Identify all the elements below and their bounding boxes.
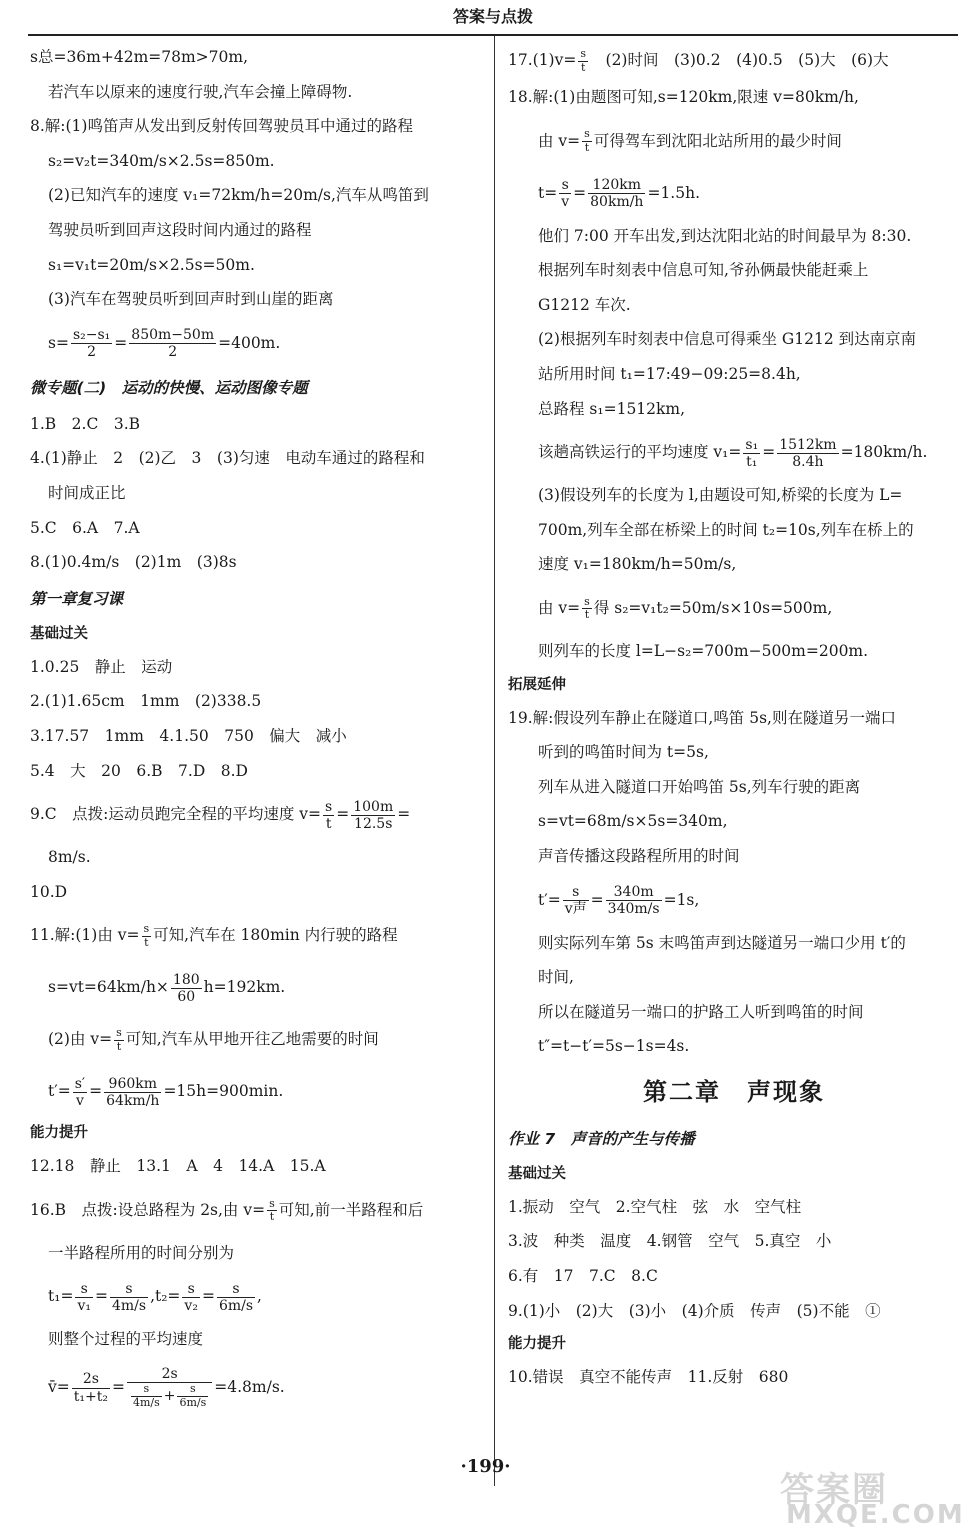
text-line: 10.错误 真空不能传声 11.反射 680 — [508, 1368, 789, 1387]
text-line: 驾驶员听到回声这段时间内通过的路程 — [48, 220, 312, 239]
text-line: 4.(1)静止 2 (2)乙 3 (3)匀速 电动车通过的路程和 — [30, 449, 425, 468]
right-column — [508, 40, 960, 1395]
watermark-text: 答案圈 — [780, 1470, 888, 1510]
text-line: 12.18 静止 13.1 A 4 14.A 15.A — [30, 1157, 326, 1176]
text-line: 则实际列车第 5s 末鸣笛声到达隧道另一端口少用 t′的 — [538, 933, 906, 952]
formula-line: 16.B 点拨:设总路程为 2s,由 v= $\frac{s}{t}$ 可知,前一半路程和后 — [30, 1196, 424, 1224]
text-line: 1.0.25 静止 运动 — [30, 657, 173, 676]
text-line: s₂=v₂t=340m/s×2.5s=850m. — [48, 151, 275, 170]
formula-line: t= $\frac{s}{v}$ = $\frac{120km}{80km/h}$ =1.5h. — [538, 177, 701, 211]
text-line: 若汽车以原来的速度行驶,汽车会撞上障碍物. — [48, 82, 353, 101]
text-line: 700m,列车全部在桥梁上的时间 t₂=10s,列车在桥上的 — [538, 520, 914, 539]
section-title: 作业 7 声音的产生与传播 — [508, 1129, 695, 1148]
text-line: s₁=v₁t=20m/s×2.5s=50m. — [48, 255, 255, 274]
text-line: 听到的鸣笛时间为 t=5s, — [538, 743, 709, 762]
formula-line: t₁= $\frac{s}{\text{v₁}}$ = $\frac{s}{4m/s}$ ,t₂= $\frac{s}{\text{v₂}}$ = $\frac{s}{6m/s}$ , — [48, 1280, 262, 1314]
formula-line: 9.C 点拨:运动员跑完全程的平均速度 v= $\frac{s}{t}$ = $\frac{100m}{12.5s}$ = — [30, 798, 411, 832]
text-line: 1.B 2.C 3.B — [30, 414, 141, 433]
formula-line: 该趟高铁运行的平均速度 v₁= $\frac{\text{s₁}}{\text{t₁}}$ = $\frac{1512km}{8.4h}$ =180km/h. — [538, 436, 928, 470]
text-line: (3)假设列车的长度为 l,由题设可知,桥梁的长度为 L= — [538, 486, 903, 505]
text-line: 时间, — [538, 968, 574, 987]
text-line: 声音传播这段路程所用的时间 — [538, 846, 740, 865]
page-number: ·199· — [460, 1456, 511, 1477]
column-divider — [494, 36, 495, 1486]
subsection-title: 能力提升 — [30, 1125, 88, 1142]
formula-line: (2)由 v= $\frac{s}{t}$ 可知,汽车从甲地开往乙地需要的时间 — [48, 1026, 379, 1053]
text-line: 速度 v₁=180km/h=50m/s, — [538, 555, 737, 574]
formula-line: 由 v= $\frac{s}{t}$ 得 s₂=v₁t₂=50m/s×10s=500m, — [538, 594, 833, 622]
page-header: 答案与点拨 — [28, 0, 958, 36]
text-line: 6.有 17 7.C 8.C — [508, 1267, 658, 1286]
text-line: 他们 7:00 开车出发,到达沈阳北站的时间最早为 8:30. — [538, 226, 912, 245]
text-line: 18.解:(1)由题图可知,s=120km,限速 v=80km/h, — [508, 88, 859, 106]
watermark-logo — [780, 1462, 965, 1532]
text-line: t″=t−t′=5s−1s=4s. — [538, 1037, 690, 1056]
text-line: 根据列车时刻表中信息可知,爷孙俩最快能赶乘上 — [538, 261, 869, 280]
text-line: 总路程 s₁=1512km, — [538, 399, 686, 418]
text-line: 2.(1)1.65cm 1mm (2)338.5 — [30, 692, 262, 711]
text-line: s=vt=68m/s×5s=340m, — [538, 812, 728, 831]
left-column — [30, 40, 482, 1417]
text-line: 则列车的长度 l=L−s₂=700m−500m=200m. — [538, 641, 869, 660]
formula-line: 11.解:(1)由 v= $\frac{s}{t}$ 可知,汽车在 180min 内行驶的路程 — [30, 922, 398, 949]
text-line: 10.D — [30, 882, 68, 901]
text-line: 8m/s. — [48, 848, 91, 867]
section-title: 第一章复习课 — [30, 589, 124, 608]
text-line: G1212 车次. — [538, 295, 631, 314]
text-line: (2)根据列车时刻表中信息可得乘坐 G1212 到达南京南 — [538, 330, 917, 349]
formula-line: v̄= $\frac{2s}{\text{t₁+t₂}}$ = 2s $\frac{s}{4m/s}$ + $\frac{s}{6m/s}$ =4.8m/s. — [48, 1366, 285, 1410]
text-line: 站所用时间 t₁=17:49−09:25=8.4h, — [538, 364, 801, 383]
subsection-title: 能力提升 — [508, 1336, 566, 1353]
chapter-title: 第二章 声现象 — [643, 1076, 825, 1106]
subsection-title: 拓展延伸 — [508, 676, 566, 693]
text-line: 1.振动 空气 2.空气柱 弦 水 空气柱 — [508, 1197, 802, 1216]
formula-line: s=vt=64km/h× $\frac{180}{60}$ h=192km. — [48, 971, 286, 1005]
text-line: 一半路程所用的时间分别为 — [48, 1243, 235, 1262]
text-line: (3)汽车在驾驶员听到回声时到山崖的距离 — [48, 290, 334, 309]
text-line: 3.17.57 1mm 4.1.50 750 偏大 减小 — [30, 726, 347, 745]
formula-line: 17.(1)v= $\frac{s}{t}$ (2)时间 (3)0.2 (4)0.5 (5)大 (6)大 — [508, 46, 889, 74]
watermark-url: MXQE.COM — [786, 1500, 965, 1530]
text-line: 19.解:假设列车静止在隧道口,鸣笛 5s,则在隧道另一端口 — [508, 708, 896, 727]
text-line: 9.(1)小 (2)大 (3)小 (4)介质 传声 (5)不能 ① — [508, 1301, 881, 1320]
text-line: 5.4 大 20 6.B 7.D 8.D — [30, 761, 248, 780]
text-line: 5.C 6.A 7.A — [30, 518, 140, 537]
formula-line: 由 v= $\frac{s}{t}$ 可得驾车到沈阳北站所用的最少时间 — [538, 127, 842, 155]
text-line: 3.波 种类 温度 4.钢管 空气 5.真空 小 — [508, 1232, 832, 1251]
text-line: (2)已知汽车的速度 v₁=72km/h=20m/s,汽车从鸣笛到 — [48, 186, 429, 205]
formula-line: t′= $\frac{s}{\text{v声}}$ = $\frac{340m}{340m/s}$ =1s, — [538, 883, 700, 917]
section-title: 微专题(二) 运动的快慢、运动图像专题 — [30, 378, 308, 397]
text-line: 8.解:(1)鸣笛声从发出到反射传回驾驶员耳中通过的路程 — [30, 117, 413, 136]
formula-line: s= $\frac{\text{s₂−s₁}}{2}$ = $\frac{850m-50m}{2}$ =400m. — [48, 327, 281, 361]
text-line: 所以在隧道另一端口的护路工人听到鸣笛的时间 — [538, 1002, 864, 1021]
text-line: 则整个过程的平均速度 — [48, 1330, 204, 1349]
subsection-title: 基础过关 — [30, 625, 88, 642]
text-line: 列车从进入隧道口开始鸣笛 5s,列车行驶的距离 — [538, 777, 861, 796]
subsection-title: 基础过关 — [508, 1165, 566, 1182]
formula-line: t′= $\frac{s'}{v}$ = $\frac{960km}{64km/h}$ =15h=900min. — [48, 1075, 284, 1109]
text-line: 时间成正比 — [48, 483, 126, 502]
text-line: s总=36m+42m=78m>70m, — [30, 48, 249, 66]
text-line: 8.(1)0.4m/s (2)1m (3)8s — [30, 553, 237, 572]
